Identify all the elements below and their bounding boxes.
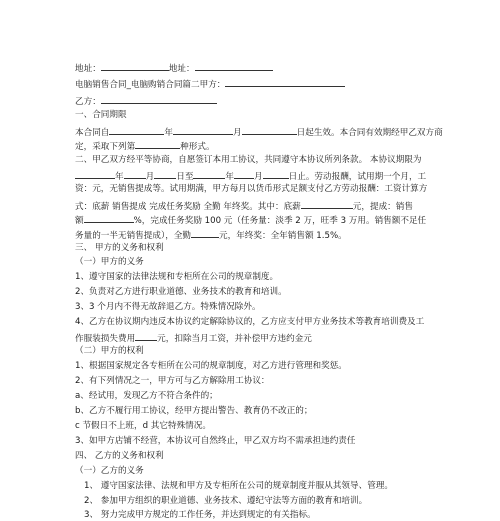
line-text: 日至 (176, 172, 194, 182)
blank-underline (195, 61, 273, 71)
line-text: 本合同自 (75, 128, 110, 138)
line-text: 月 (254, 172, 263, 182)
document-line (84, 510, 316, 521)
document-line (75, 61, 273, 75)
document-line (75, 257, 144, 268)
line-text: a、经试用，发现乙方不符合条件的； (75, 391, 218, 401)
line-text: （一）乙方的义务 (75, 466, 144, 476)
line-text: 元，年终奖：全年销售额 1.5%。 (219, 231, 347, 241)
document-line (75, 228, 347, 242)
line-text: 电脑销售合同_电脑购销合同篇二甲方： (75, 80, 226, 90)
document-line (75, 77, 345, 91)
document-line (75, 346, 144, 357)
document-line (84, 496, 367, 507)
document-line (75, 272, 278, 283)
line-text: 三、 甲方的义务和权利 (75, 243, 164, 253)
line-text: 乙方： (75, 97, 101, 107)
document-line (75, 331, 312, 345)
document-line (75, 125, 443, 139)
line-text: 定，采取下列第 (75, 142, 136, 152)
line-text: c 节假日不上班，d 其它特殊情况。 (75, 421, 211, 431)
line-text: 二、甲乙双方经平等协商，自愿签订本用工协议，共同遵守本协议所列条款。 本协议期限为 (75, 155, 422, 165)
line-text: （一）甲方的义务 (75, 257, 144, 267)
line-text: b、乙方不履行用工协议，经甲方提出警告、教育仍不改正的； (75, 406, 313, 416)
blank-underline (124, 169, 146, 179)
document-line (75, 361, 347, 372)
line-text: 种形式。 (180, 142, 215, 152)
document-line (75, 110, 127, 121)
line-text: 作服装损失费用 (75, 334, 136, 344)
line-text: 1、遵守国家的法律法规和专柜所在公司的规章制度。 (75, 272, 279, 282)
line-text: （二）甲方的权利 (75, 346, 144, 356)
line-text: 4、乙方在协议期内违反本协议约定解除协议的，乙方应支付甲方业务技术等教育培训费及工 (75, 317, 425, 327)
blank-underline (225, 77, 345, 87)
document-line (75, 421, 211, 432)
line-text: 2、负责对乙方进行职业道德、业务技术的教育和培训。 (75, 287, 287, 297)
document-line (75, 287, 287, 298)
line-text: 日止。劳动报酬，试用期一个月，工 (288, 172, 427, 182)
line-text: 2、有下列情况之一，甲方可与乙方解除用工协议： (75, 376, 270, 386)
blank-underline (101, 61, 169, 71)
line-text: 地址： (75, 64, 101, 74)
document-line (75, 376, 270, 387)
line-text: 元，提成：销售 (352, 202, 413, 212)
blank-underline (109, 125, 164, 135)
blank-underline (173, 125, 233, 135)
line-text: 1、 遵守国家法律、法规和甲方及专柜所在公司的规章制度并服从其领导、管理。 (84, 481, 393, 491)
blank-underline (193, 169, 225, 179)
line-text: 地址： (168, 64, 195, 74)
line-text: 年 (225, 172, 235, 182)
document-line (75, 169, 426, 183)
document-line (75, 466, 144, 477)
line-text: 一、合同期限 (75, 110, 127, 120)
blank-underline (154, 169, 176, 179)
document-line (75, 94, 217, 108)
blank-underline (263, 169, 289, 179)
document-line (75, 317, 424, 328)
document-line (75, 199, 413, 213)
line-text: 资：元，无销售提成等。试用期满，甲方每月以货币形式足额支付乙方劳动报酬：工资计算方 (75, 184, 428, 194)
line-text: %，完成任务奖励 100 元（任务量：淡季 2 万，旺季 3 万用。销售额不足任 (133, 216, 427, 226)
document-line (75, 139, 215, 153)
line-text: 月 (233, 128, 242, 138)
document-line (75, 451, 164, 462)
line-text: 式：底薪 销售提成 完成任务奖励 全勤 年终奖。其中：底薪 (75, 202, 301, 212)
line-text: 2、 参加甲方组织的职业道德、业务技术、遵纪守法等方面的教育和培训。 (84, 496, 368, 506)
line-text: 务量的一半无销售提成），全勤 (75, 231, 192, 241)
line-text: 3、3 个月内不得无故辞退乙方。特殊情况除外。 (75, 302, 261, 312)
blank-underline (75, 169, 115, 179)
blank-underline (135, 139, 180, 149)
document-line (75, 302, 261, 313)
document-line (75, 155, 421, 166)
line-text: 3、如甲方店铺不经营，本协议可自然终止，甲乙双方均不需承担违约责任 (75, 436, 356, 446)
document-line (75, 184, 427, 195)
blank-underline (84, 213, 134, 223)
blank-underline (135, 331, 157, 341)
blank-underline (242, 125, 297, 135)
line-text: 1、根据国家规定各专柜所在公司的规章制度，对乙方进行管理和奖惩。 (75, 361, 347, 371)
document-line (75, 406, 313, 417)
line-text: 日起生效。本合同有效期经甲乙双方商 (296, 128, 443, 138)
blank-underline (101, 94, 217, 104)
document-line (75, 213, 426, 227)
line-text: 元，扣除当月工资，并补偿甲方违约金元 (157, 334, 312, 344)
blank-underline (234, 169, 254, 179)
line-text: 额 (75, 216, 84, 226)
blank-underline (301, 199, 353, 209)
line-text: 四、 乙方的义务和权利 (75, 451, 164, 461)
line-text: 年 (164, 128, 173, 138)
blank-underline (191, 228, 219, 238)
line-text: 月 (145, 172, 155, 182)
line-text: 年 (115, 172, 124, 182)
document-line (75, 243, 164, 254)
document-line (84, 481, 393, 492)
line-text: 3、 努力完成甲方规定的工作任务，并达到规定的有关指标。 (84, 510, 316, 520)
document-line (75, 391, 218, 402)
document-line (75, 436, 355, 447)
